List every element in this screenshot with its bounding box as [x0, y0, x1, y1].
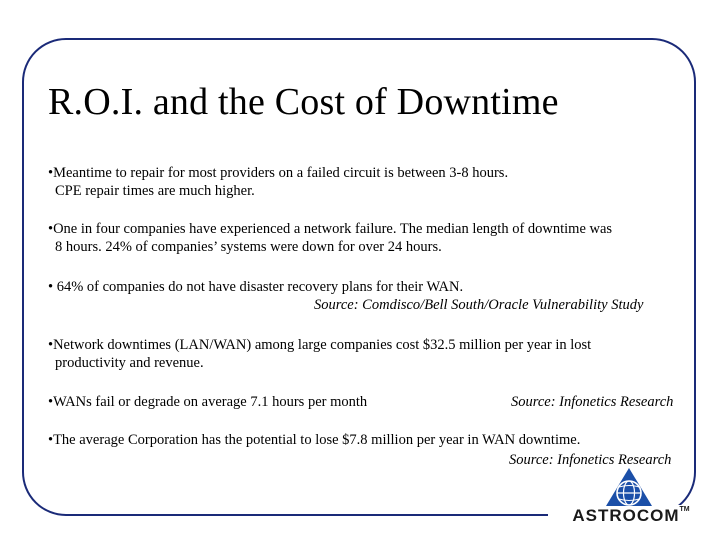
astrocom-globe-icon	[604, 466, 654, 508]
bullet-line: •The average Corporation has the potential to lose $7.8 million per year in WAN downtime.	[48, 432, 581, 448]
source-citation: Source: Infonetics Research	[511, 394, 674, 410]
source-citation: Source: Comdisco/Bell South/Oracle Vulnerability Study	[314, 297, 644, 313]
bullet-line: •Meantime to repair for most providers on a failed circuit is between 3-8 hours.	[48, 165, 509, 181]
bullet-network-downtime-cost	[48, 336, 696, 372]
bullet-line: •One in four companies have experienced a network failure. The median length of downtime was	[48, 221, 613, 237]
bullet-line: • 64% of companies do not have disaster recovery plans for their WAN.	[48, 279, 464, 295]
bullet-network-failure	[48, 220, 696, 256]
bullet-line: productivity and revenue.	[55, 355, 204, 371]
bullet-line: •WANs fail or degrade on average 7.1 hours per month	[48, 394, 368, 410]
bullet-line: 8 hours. 24% of companies’ systems were down for over 24 hours.	[55, 239, 442, 255]
bullet-corporate-loss	[48, 431, 696, 449]
astrocom-logo	[566, 466, 696, 526]
slide-title: R.O.I. and the Cost of Downtime	[48, 81, 559, 123]
trademark-mark: TM	[679, 506, 690, 513]
bullet-line: •Network downtimes (LAN/WAN) among large companies cost $32.5 million per year in lost	[48, 337, 592, 353]
bullet-disaster-recovery	[48, 278, 696, 296]
source-citation: Source: Infonetics Research	[509, 452, 672, 468]
bullet-repair-time	[48, 164, 696, 200]
bullet-line: CPE repair times are much higher.	[55, 183, 255, 199]
logo-word: ASTROCOM	[572, 506, 680, 525]
logo-wordmark	[566, 506, 696, 526]
